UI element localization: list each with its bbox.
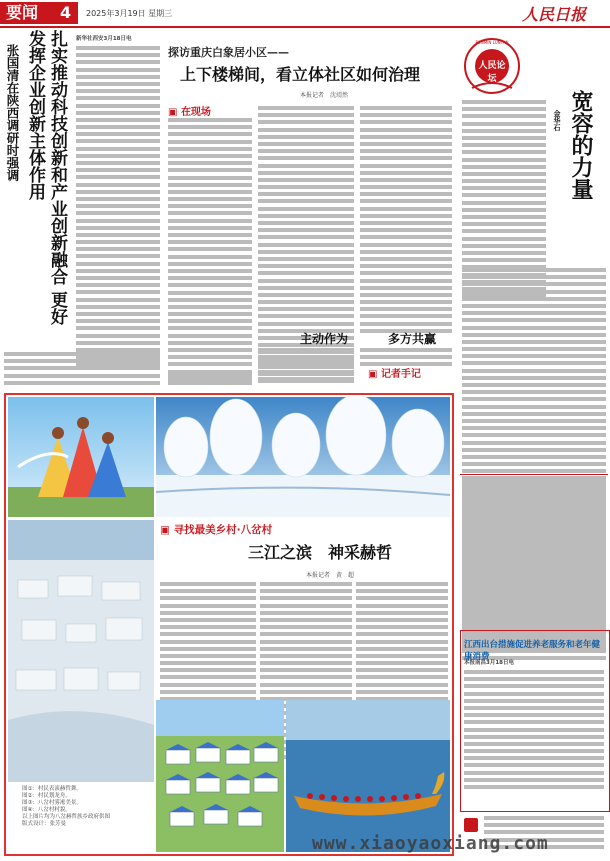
photo-houses: [156, 700, 284, 852]
layout-editor: 版式设计：张芳曼: [22, 821, 67, 827]
section-tag: 要闻: [0, 2, 78, 24]
village-feature-byline: 本报记者 黄 超: [306, 572, 355, 579]
data-icon: [464, 818, 478, 832]
right-brief-dateline: 本报南昌3月18日电: [464, 660, 514, 666]
commentary-headline: 宽容的力量: [568, 90, 594, 200]
village-body-col3: [356, 582, 448, 719]
main-feature-byline: 本报记者 沈靖然: [300, 92, 349, 99]
issue-date: 2025年3月19日 星期三: [86, 9, 173, 18]
newspaper-logo: 人民日报: [522, 5, 587, 24]
caption-3: 图③：八岔村雾凇美景。: [22, 800, 82, 806]
watermark: www.xiaoyaoxiang.com: [312, 833, 549, 854]
page-number: 4: [60, 3, 72, 22]
left-article-headline: 扎实推动科技创新和产业创新融合 更好发挥企业创新主体作用: [25, 30, 67, 325]
main-feature-body-col1b: [168, 374, 252, 388]
main-feature-body-col3: [360, 106, 452, 336]
main-feature-body-col1: [168, 118, 252, 384]
left-article-body-col1: [76, 46, 160, 369]
main-feature-side-kicker-2: 多方共赢: [388, 332, 437, 346]
main-feature-side-kicker: 主动作为: [300, 332, 349, 346]
left-article-dateline: 新华社西安3月18日电: [76, 36, 132, 42]
caption-4: 图④：八岔村村貌。: [22, 807, 71, 813]
note-label: ▣ 记者手记: [368, 369, 421, 380]
photo-captions: [22, 786, 152, 828]
photo-dancers: [8, 397, 154, 517]
main-feature-section-label: ▣ 在现场: [168, 107, 211, 118]
main-feature-section-label-text: 在现场: [180, 107, 211, 118]
right-brief-body-2: [464, 670, 604, 792]
village-feature-headline: 三江之滨 神采赫哲: [248, 543, 393, 562]
photo-dragon-boat: [286, 700, 450, 852]
commentary-logo-text: 人民论坛: [478, 61, 506, 84]
right-brief-headline: 江西出台措施促进养老服务和老年健康消费: [464, 640, 601, 662]
left-article-author-title: 张国清在陕西调研时强调: [5, 44, 20, 182]
caption-1: 图①：村民表演赫哲舞。: [22, 786, 82, 792]
divider-right-mid: [460, 474, 608, 475]
main-feature-headline: 上下楼梯间，看立体社区如何治理: [180, 65, 421, 84]
caption-2: 图②：村民划龙舟。: [22, 793, 71, 799]
main-feature-kicker: 探访重庆白象居小区——: [168, 46, 289, 59]
photo-rime: [156, 397, 450, 517]
main-feature-body-col2b: [258, 348, 354, 384]
photo-winter-village: [8, 520, 154, 782]
commentary-author: 金华石: [553, 110, 562, 131]
right-brief-body-1: [462, 480, 606, 653]
village-feature-label-text: 寻找最美乡村·八岔村: [173, 524, 273, 536]
note-label-text: 记者手记: [380, 369, 421, 380]
left-article-body-bottom: [4, 352, 160, 388]
village-feature-label: ▣ 寻找最美乡村·八岔村: [160, 524, 273, 536]
photo-credit: 以上图片均为八岔赫哲族乡政府供图: [22, 814, 111, 820]
commentary-logo-ring: RENMIN LUNTAN: [475, 40, 509, 45]
